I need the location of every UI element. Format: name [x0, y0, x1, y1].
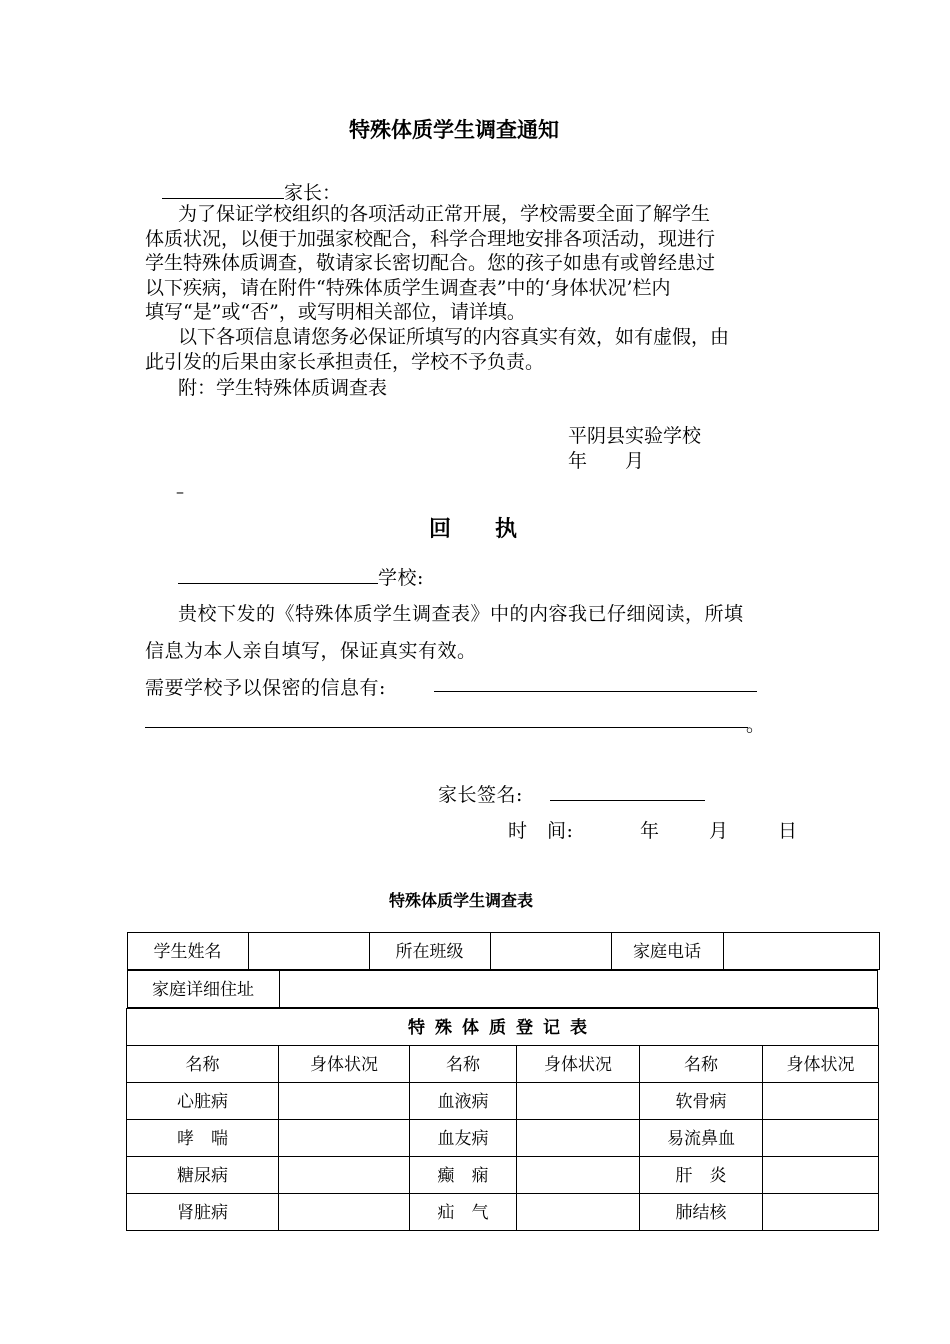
- column-header: 名称: [127, 1046, 279, 1083]
- registration-banner: 特殊体质登记表: [127, 1009, 879, 1046]
- condition-status-field[interactable]: [279, 1194, 410, 1231]
- table-row: [127, 1157, 879, 1194]
- condition-status-field[interactable]: [763, 1083, 879, 1120]
- paragraph-line: 以下疾病，请在附件“特殊体质学生调查表”中的‘身体状况’栏内: [145, 276, 671, 299]
- column-header: 名称: [410, 1046, 517, 1083]
- school-name-blank: [178, 563, 378, 584]
- column-header: 名称: [640, 1046, 763, 1083]
- table-row: [127, 1120, 879, 1157]
- receipt-title: 回 执: [429, 517, 518, 542]
- paragraph-line: 为了保证学校组织的各项活动正常开展，学校需要全面了解学生: [178, 203, 711, 225]
- condition-status-field[interactable]: [763, 1120, 879, 1157]
- address-label: 家庭详细住址: [127, 971, 279, 1008]
- condition-status-field[interactable]: [279, 1157, 410, 1194]
- banner-row: [127, 1009, 879, 1046]
- time-label: 时 间:: [508, 820, 574, 842]
- condition-name: 血友病: [410, 1120, 517, 1157]
- notice-paragraph-2: [145, 325, 729, 374]
- notice-paragraph-1: [145, 202, 715, 325]
- time-fields: 年 月 日: [640, 820, 802, 842]
- survey-table-title: 特殊体质学生调查表: [389, 891, 534, 910]
- condition-status-field[interactable]: [763, 1157, 879, 1194]
- receipt-school-suffix: 学校:: [378, 567, 424, 589]
- student-name-field[interactable]: [248, 933, 369, 970]
- paragraph-line: 此引发的后果由家长承担责任，学校不予负责。: [145, 350, 545, 373]
- paragraph-line: 填写“是”或“否”，或写明相关部位，请详填。: [145, 301, 526, 323]
- address-row: [127, 970, 879, 1009]
- confidential-label: 需要学校予以保密的信息有:: [145, 677, 386, 699]
- salutation-text: 家长：: [284, 182, 342, 204]
- student-name-label: 学生姓名: [127, 933, 248, 970]
- condition-name: 肺结核: [640, 1194, 763, 1231]
- condition-name: 肝 炎: [640, 1157, 763, 1194]
- condition-name: 哮 喘: [127, 1120, 279, 1157]
- confidential-blank-1: [434, 691, 757, 692]
- notice-title: 特殊体质学生调查通知: [349, 118, 559, 142]
- condition-name: 心脏病: [127, 1083, 279, 1120]
- signature-label: 家长签名:: [438, 784, 523, 806]
- paragraph-line: 体质状况，以便于加强家校配合，科学合理地安排各项活动，现进行: [145, 227, 716, 250]
- school-name: 平阴县实验学校: [568, 425, 702, 447]
- survey-table: [126, 932, 879, 1231]
- table-row: [127, 1083, 879, 1120]
- column-header: 身体状况: [763, 1046, 879, 1083]
- condition-status-field[interactable]: [517, 1194, 640, 1231]
- condition-status-field[interactable]: [279, 1120, 410, 1157]
- condition-name: 易流鼻血: [640, 1120, 763, 1157]
- phone-label: 家庭电话: [611, 933, 723, 970]
- condition-name: 疝 气: [410, 1194, 517, 1231]
- column-header: 身体状况: [517, 1046, 640, 1083]
- paragraph-line: 以下各项信息请您务必保证所填写的内容真实有效，如有虚假，由: [178, 326, 730, 348]
- condition-name: 糖尿病: [127, 1157, 279, 1194]
- condition-status-field[interactable]: [279, 1083, 410, 1120]
- condition-status-field[interactable]: [517, 1083, 640, 1120]
- condition-status-field[interactable]: [517, 1120, 640, 1157]
- receipt-school-line: [178, 563, 424, 590]
- paragraph-line: 学生特殊体质调查，敬请家长密切配合。您的孩子如患有或曾经患过: [145, 252, 716, 274]
- condition-name: 肾脏病: [127, 1194, 279, 1231]
- signature-blank: [550, 800, 705, 801]
- condition-status-field[interactable]: [763, 1194, 879, 1231]
- parent-name-blank: [162, 178, 284, 199]
- address-field[interactable]: [279, 971, 878, 1008]
- receipt-line-1: 贵校下发的《特殊体质学生调查表》中的内容我已仔细阅读，所填: [178, 603, 744, 625]
- table-row: [127, 1194, 879, 1231]
- confidential-blank-2: [145, 727, 748, 728]
- notice-date: 年 月: [568, 450, 645, 472]
- condition-status-field[interactable]: [517, 1157, 640, 1194]
- condition-name: 癫 痫: [410, 1157, 517, 1194]
- attachment-note: 附：学生特殊体质调查表: [178, 377, 388, 399]
- info-row: [127, 932, 879, 970]
- phone-field[interactable]: [723, 933, 879, 970]
- class-field[interactable]: [490, 933, 611, 970]
- separator-dash: –: [176, 482, 184, 501]
- class-label: 所在班级: [369, 933, 490, 970]
- end-mark: 。: [746, 714, 766, 736]
- column-header-row: [127, 1046, 879, 1083]
- condition-name: 软骨病: [640, 1083, 763, 1120]
- condition-name: 血液病: [410, 1083, 517, 1120]
- column-header: 身体状况: [279, 1046, 410, 1083]
- receipt-line-2: 信息为本人亲自填写，保证真实有效。: [145, 640, 477, 662]
